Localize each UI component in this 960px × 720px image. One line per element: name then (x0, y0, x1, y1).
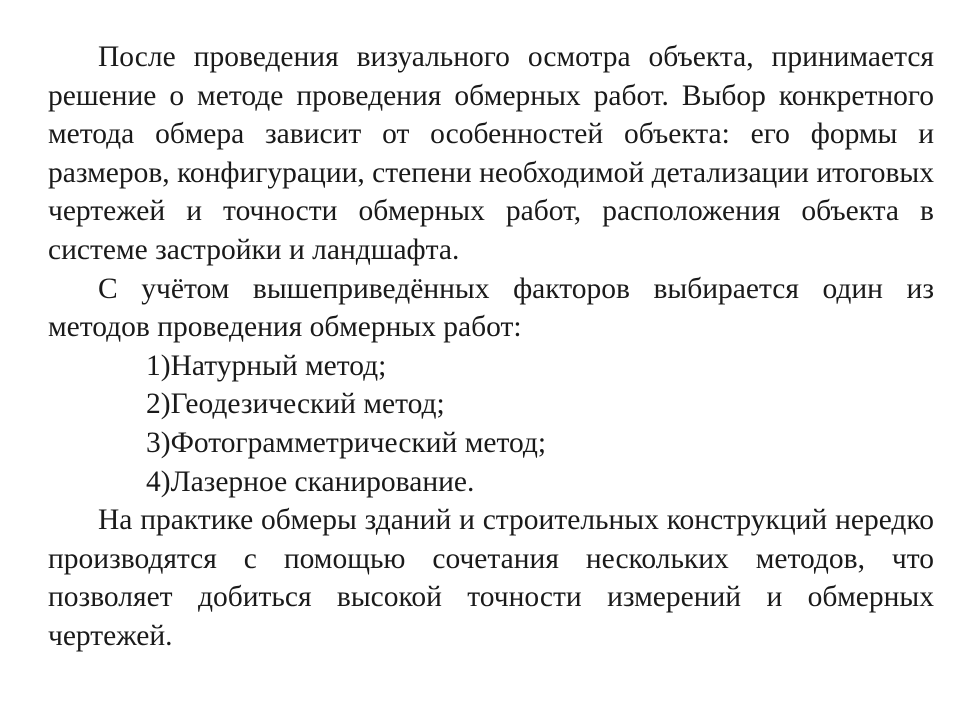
method-item-laser-scanning: 4)Лазерное сканирование. (146, 465, 475, 498)
method-item-natural: 1)Натурный метод; (146, 349, 387, 382)
intro-paragraph: После проведения визуального осмотра объекта, принимается решение о методе проведения обмерных работ. Выбор конкретного метода обмера зависит от особенностей объекта: его формы и размеров, конфигурации, степени необходимой детализации итоговых чертежей и точности обмерных работ, расположения объекта в системе застройки и ландшафта. (48, 41, 934, 266)
method-item-geodetic: 2)Геодезический метод; (146, 388, 445, 421)
method-item-photogrammetric: 3)Фотограмметрический метод; (146, 426, 547, 459)
methods-list (48, 347, 934, 501)
conclusion-paragraph: На практике обмеры зданий и строительных конструкций нередко производятся с помощью сочетания нескольких методов, что позволяет добиться высокой точности измерений и обмерных чертежей. (48, 504, 934, 652)
methods-intro-paragraph: С учётом вышеприведённых факторов выбирается один из методов проведения обмерных работ: (48, 272, 934, 344)
